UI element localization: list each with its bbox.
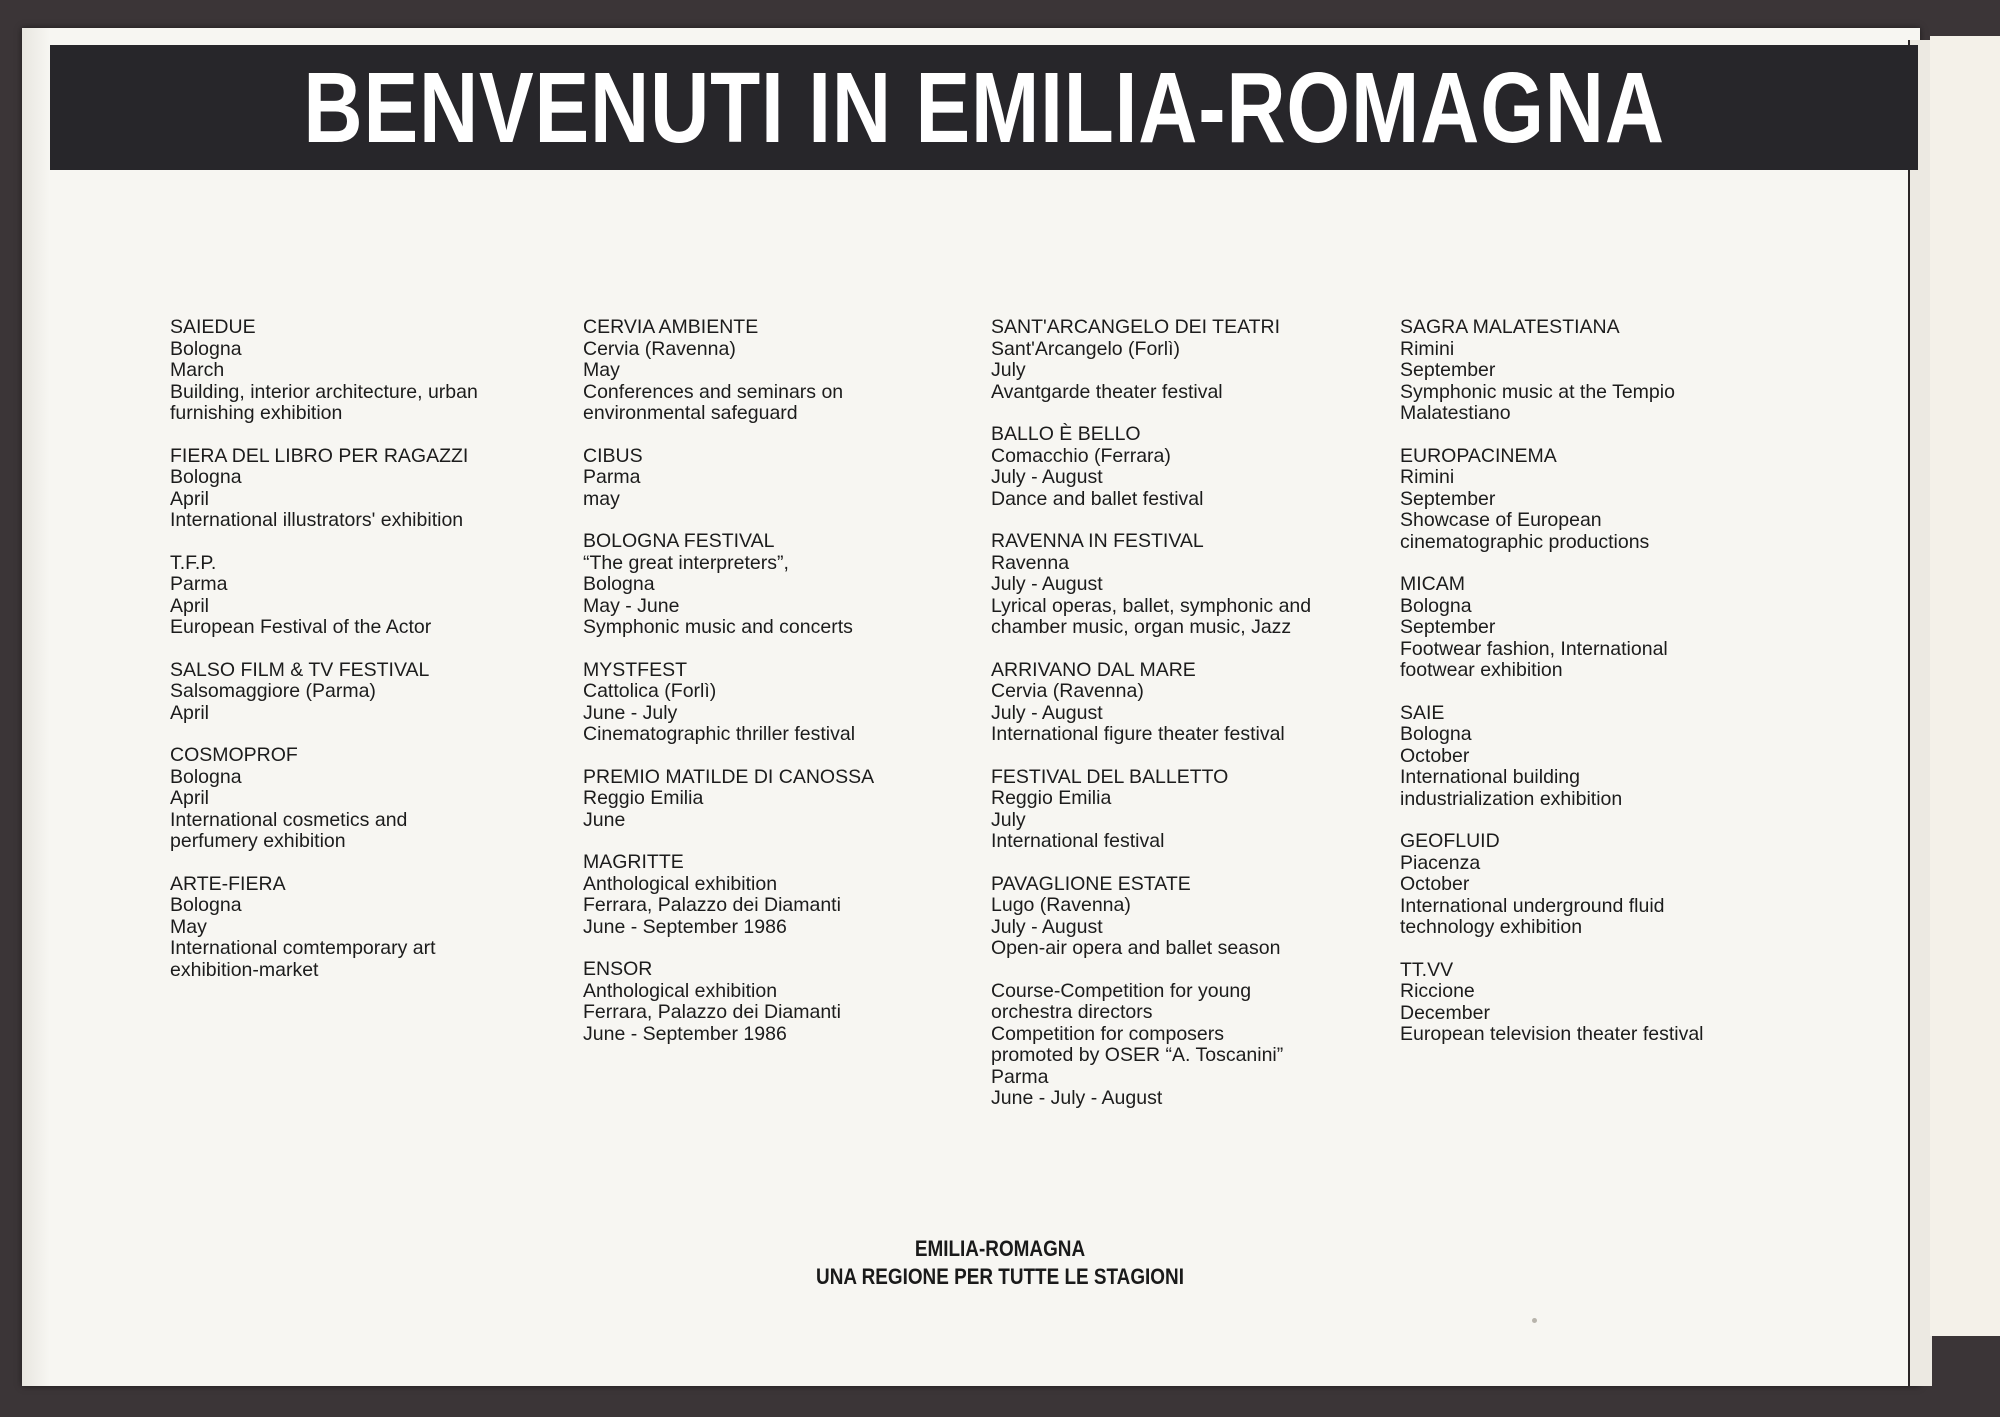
- event-detail: April: [170, 787, 210, 809]
- event-name: ARTE-FIERA: [170, 872, 286, 895]
- event-name: ENSOR: [583, 958, 653, 980]
- event-detail: International cosmetics and: [170, 808, 408, 831]
- event-detail: Bologna: [170, 337, 242, 360]
- event-detail: April: [170, 594, 210, 617]
- event-detail: September: [1400, 616, 1496, 638]
- event-detail: Cervia (Ravenna): [991, 680, 1144, 702]
- event-name: T.F.P.: [170, 551, 217, 574]
- event-name: PAVAGLIONE ESTATE: [991, 872, 1191, 895]
- event-name: ARRIVANO DAL MARE: [991, 658, 1196, 681]
- event-name: Course-Competition for young: [991, 979, 1252, 1002]
- event-detail: Cinematographic thriller festival: [583, 723, 856, 745]
- event-detail: Riccione: [1400, 980, 1475, 1002]
- event-detail: June: [583, 808, 626, 831]
- event-entry: [583, 767, 983, 832]
- event-name: SAGRA MALATESTIANA: [1400, 316, 1620, 338]
- event-detail: Conferences and seminars on: [583, 380, 844, 403]
- event-detail: Showcase of European: [1400, 509, 1602, 531]
- event-detail: Lyrical operas, ballet, symphonic and: [991, 594, 1312, 617]
- event-detail: July: [991, 808, 1026, 831]
- event-detail: April: [170, 701, 210, 724]
- event-detail: Parma: [991, 1065, 1049, 1088]
- event-detail: Avantgarde theater festival: [991, 380, 1223, 403]
- event-name: PREMIO MATILDE DI CANOSSA: [583, 765, 875, 788]
- event-detail: orchestra directors: [991, 1001, 1153, 1023]
- event-detail: Lugo (Ravenna): [991, 894, 1131, 916]
- event-name: BOLOGNA FESTIVAL: [583, 530, 775, 552]
- event-name: MICAM: [1400, 573, 1465, 595]
- event-detail: May: [170, 915, 207, 938]
- event-detail: Comacchio (Ferrara): [991, 444, 1171, 467]
- page-title: BENVENUTI IN EMILIA-ROMAGNA: [303, 51, 1665, 164]
- event-detail: Bologna: [583, 573, 655, 595]
- event-detail: International illustrators' exhibition: [170, 509, 464, 531]
- event-entry: [170, 745, 570, 853]
- event-columns: [0, 317, 2000, 1117]
- event-column-1: [170, 317, 570, 1002]
- event-detail: Symphonic music and concerts: [583, 616, 853, 638]
- event-detail: Piacenza: [1400, 851, 1481, 874]
- event-entry: [991, 874, 1391, 960]
- event-detail: Rimini: [1400, 337, 1455, 360]
- event-entry: [170, 317, 570, 425]
- event-name: COSMOPROF: [170, 744, 298, 766]
- event-name: SAIE: [1400, 701, 1445, 724]
- event-entry: [1400, 960, 1800, 1046]
- event-entry: [583, 852, 983, 938]
- event-entry: [1400, 831, 1800, 939]
- event-detail: Ferrara, Palazzo dei Diamanti: [583, 1001, 841, 1023]
- event-detail: “The great interpreters”,: [583, 551, 789, 574]
- event-entry: [1400, 446, 1800, 554]
- event-detail: chamber music, organ music, Jazz: [991, 616, 1292, 638]
- event-detail: International festival: [991, 830, 1165, 852]
- event-detail: exhibition-market: [170, 958, 319, 981]
- event-detail: May: [583, 359, 620, 381]
- event-detail: furnishing exhibition: [170, 402, 343, 424]
- event-name: FIERA DEL LIBRO PER RAGAZZI: [170, 444, 469, 467]
- event-detail: Salsomaggiore (Parma): [170, 680, 376, 702]
- event-name: TT.VV: [1400, 958, 1454, 981]
- footer-slogan: [0, 1235, 2000, 1291]
- event-detail: Bologna: [1400, 594, 1472, 617]
- event-column-2: [583, 317, 983, 1066]
- event-detail: July: [991, 359, 1026, 381]
- event-detail: Building, interior architecture, urban: [170, 380, 478, 403]
- event-detail: Dance and ballet festival: [991, 487, 1204, 510]
- event-detail: July - August: [991, 573, 1103, 595]
- event-detail: July - August: [991, 915, 1103, 938]
- event-detail: Rimini: [1400, 466, 1455, 488]
- event-entry: [991, 531, 1391, 639]
- event-entry: [991, 424, 1391, 510]
- event-detail: Bologna: [170, 466, 242, 488]
- event-detail: environmental safeguard: [583, 402, 798, 424]
- event-detail: Reggio Emilia: [583, 787, 704, 809]
- event-detail: perfumery exhibition: [170, 830, 346, 852]
- event-detail: June - July - August: [991, 1087, 1163, 1109]
- event-entry: [583, 959, 983, 1045]
- event-detail: International underground fluid: [1400, 894, 1665, 917]
- event-detail: July - August: [991, 466, 1103, 488]
- event-detail: October: [1400, 744, 1470, 767]
- event-detail: Footwear fashion, International: [1400, 637, 1668, 660]
- event-detail: Ferrara, Palazzo dei Diamanti: [583, 894, 841, 916]
- event-detail: September: [1400, 359, 1496, 381]
- event-detail: European television theater festival: [1400, 1023, 1704, 1045]
- event-detail: Open-air opera and ballet season: [991, 937, 1281, 959]
- event-detail: June - September 1986: [583, 915, 787, 938]
- event-detail: October: [1400, 873, 1470, 895]
- event-detail: September: [1400, 487, 1496, 510]
- event-detail: Cattolica (Forlì): [583, 680, 717, 702]
- event-detail: Cervia (Ravenna): [583, 337, 736, 360]
- event-name: GEOFLUID: [1400, 830, 1500, 852]
- event-detail: December: [1400, 1001, 1490, 1024]
- event-detail: Bologna: [170, 765, 242, 788]
- event-name: EUROPACINEMA: [1400, 444, 1557, 467]
- event-detail: footwear exhibition: [1400, 659, 1563, 681]
- event-entry: [991, 981, 1391, 1110]
- event-detail: technology exhibition: [1400, 916, 1583, 938]
- title-banner: [50, 45, 1918, 170]
- event-detail: Parma: [170, 573, 228, 595]
- event-detail: Sant'Arcangelo (Forlì): [991, 337, 1181, 360]
- event-name: FESTIVAL DEL BALLETTO: [991, 765, 1229, 788]
- event-detail: Parma: [583, 466, 641, 488]
- event-name: MYSTFEST: [583, 658, 688, 681]
- event-detail: June - July: [583, 701, 678, 724]
- event-detail: Bologna: [1400, 723, 1472, 745]
- event-detail: March: [170, 359, 225, 381]
- footer-region: EMILIA-ROMAGNA: [914, 1236, 1086, 1261]
- event-entry: [991, 767, 1391, 853]
- event-name: SANT'ARCANGELO DEI TEATRI: [991, 316, 1281, 338]
- event-detail: Competition for composers: [991, 1022, 1225, 1045]
- event-detail: Bologna: [170, 894, 242, 916]
- event-detail: may: [583, 487, 620, 510]
- event-detail: International figure theater festival: [991, 723, 1285, 745]
- event-name: MAGRITTE: [583, 851, 684, 873]
- event-detail: Anthological exhibition: [583, 979, 778, 1002]
- event-entry: [583, 660, 983, 746]
- event-name: RAVENNA IN FESTIVAL: [991, 530, 1204, 552]
- event-entry: [1400, 703, 1800, 811]
- event-detail: Ravenna: [991, 551, 1070, 574]
- event-entry: [583, 317, 983, 425]
- event-column-3: [991, 317, 1391, 1131]
- event-name: SALSO FILM & TV FESTIVAL: [170, 658, 430, 681]
- event-detail: cinematographic productions: [1400, 530, 1650, 553]
- event-detail: International building: [1400, 766, 1580, 788]
- event-entry: [1400, 317, 1800, 425]
- event-entry: [583, 446, 983, 511]
- event-detail: July - August: [991, 701, 1103, 724]
- event-detail: European Festival of the Actor: [170, 616, 432, 638]
- event-column-4: [1400, 317, 1800, 1067]
- event-name: SAIEDUE: [170, 316, 256, 338]
- event-name: BALLO È BELLO: [991, 423, 1141, 445]
- event-detail: Anthological exhibition: [583, 872, 778, 895]
- event-detail: Reggio Emilia: [991, 787, 1112, 809]
- event-detail: May - June: [583, 594, 680, 617]
- event-entry: [170, 874, 570, 982]
- event-detail: promoted by OSER “A. Toscanini”: [991, 1044, 1284, 1066]
- event-detail: April: [170, 487, 210, 510]
- event-detail: June - September 1986: [583, 1022, 787, 1045]
- paper-speck: [1532, 1318, 1537, 1323]
- event-detail: International comtemporary art: [170, 937, 436, 959]
- event-entry: [170, 446, 570, 532]
- event-entry: [170, 660, 570, 725]
- event-detail: industrialization exhibition: [1400, 787, 1623, 810]
- event-entry: [170, 553, 570, 639]
- event-entry: [991, 317, 1391, 403]
- event-detail: Symphonic music at the Tempio: [1400, 380, 1675, 403]
- event-name: CIBUS: [583, 444, 643, 467]
- event-name: CERVIA AMBIENTE: [583, 316, 759, 338]
- event-entry: [1400, 574, 1800, 682]
- event-entry: [991, 660, 1391, 746]
- event-entry: [583, 531, 983, 639]
- footer-tagline: UNA REGIONE PER TUTTE LE STAGIONI: [816, 1264, 1184, 1289]
- event-detail: Malatestiano: [1400, 402, 1511, 424]
